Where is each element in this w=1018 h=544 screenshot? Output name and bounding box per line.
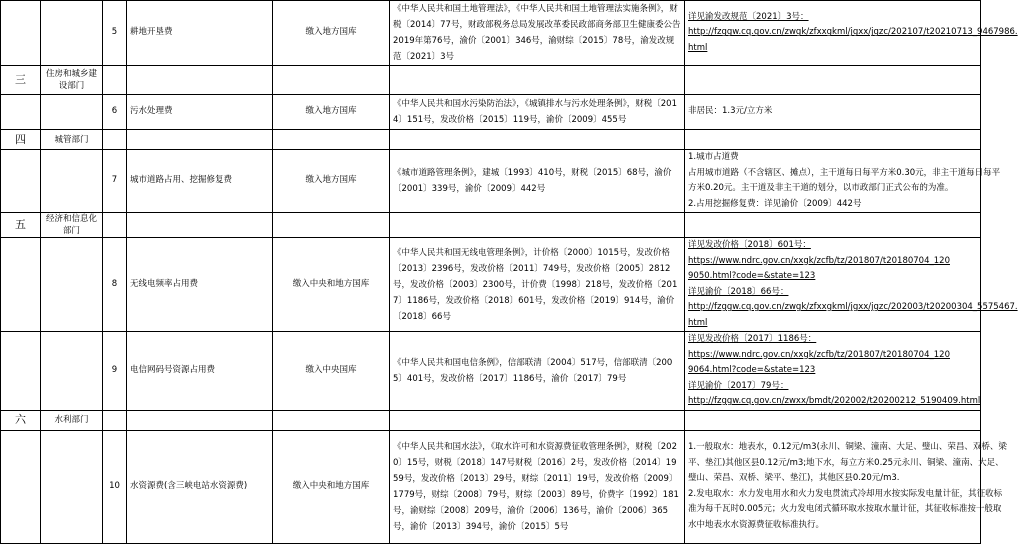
- standard-link[interactable]: 详见渝发改规范〔2021〕3号：: [688, 11, 809, 22]
- section-number: [1, 150, 41, 213]
- fee-name: 污水处理费: [127, 95, 273, 130]
- empty-cell: [685, 66, 981, 95]
- standard-link[interactable]: html: [688, 42, 708, 53]
- table-row: [1, 95, 981, 130]
- item-number: 5: [103, 1, 127, 66]
- standard-link[interactable]: https://www.ndrc.gov.cn/xxgk/zcfb/tz/201807/t20180704_120: [688, 349, 950, 360]
- empty-cell: [685, 130, 981, 150]
- empty-cell: [685, 213, 981, 238]
- empty-cell: [273, 213, 390, 238]
- fee-standard: [685, 95, 981, 130]
- standard-link[interactable]: 详见渝价〔2018〕66号：: [688, 286, 789, 297]
- standard-link[interactable]: 详见渝价〔2017〕79号：: [688, 380, 789, 391]
- empty-cell: [273, 66, 390, 95]
- empty-cell: [127, 66, 273, 95]
- fee-standard: [685, 238, 1018, 332]
- section-name: [41, 150, 103, 213]
- fee-standard: [685, 332, 981, 411]
- fund-destination: 缴入中央和地方国库: [273, 238, 390, 332]
- fee-name: 电信网码号资源占用费: [127, 332, 273, 411]
- policy-basis: 《中华人民共和国无线电管理条例》，计价格〔2000〕1015号，发改价格〔2013〕2396号，发改价格〔2011〕749号，发改价格〔2005〕2812号，发改价格〔2003〕2300号，计价费〔1998〕218号，发改价格〔2017〕1186号，发改价格〔2018〕601号，发改价格〔2019〕914号，渝价〔2018〕66号: [390, 238, 685, 332]
- item-number: 7: [103, 150, 127, 213]
- section-name: [41, 95, 103, 130]
- standard-text: 水中地表水水资源费征收标准执行。: [688, 519, 825, 530]
- empty-cell: [103, 213, 127, 238]
- standard-text: 方米0.20元。主干道及非主干道的划分，以市政部门正式公布的为准。: [688, 183, 954, 193]
- table-row: [1, 150, 981, 213]
- standard-text: 平、垫江)其他区县0.12元/m3;地下水，每立方米0.25元永川、铜梁、潼南、大足、: [688, 457, 1004, 468]
- empty-cell: [103, 130, 127, 150]
- standard-link[interactable]: http://fzggw.cq.gov.cn/zwgk/zfxxgkml/jgxx/jgzc/202107/t20210713_9467986.: [688, 27, 1018, 38]
- section-name: [41, 1, 103, 66]
- section-number: [1, 430, 41, 543]
- item-number: 10: [103, 430, 127, 543]
- empty-cell: [390, 213, 685, 238]
- empty-cell: [685, 410, 981, 430]
- policy-basis: 《中华人民共和国水法》，《取水许可和水资源费征收管理条例》，财税〔2020〕15号，财税〔2018〕147号财税〔2016〕2号，发改价格〔2014〕1959号，发改价格〔2013〕29号，财综〔2011〕19号，发改价格〔2009〕1779号，财综〔2008〕79号，财综〔2003〕89号，价费字〔1992〕181号，渝财综〔2008〕209号，渝价〔2006〕136号，渝价〔2006〕365号，渝价〔2013〕394号，渝价〔2015〕5号: [390, 430, 685, 543]
- section-name: 水利部门: [41, 410, 103, 430]
- section-row: [1, 213, 981, 238]
- standard-text: 准为每千瓦时0.005元；火力发电闭式循环取水按取水量计征，其征收标准按一般取: [688, 504, 1002, 514]
- item-number: 9: [103, 332, 127, 411]
- table-row: [1, 238, 981, 332]
- empty-cell: [127, 213, 273, 238]
- section-number: [1, 95, 41, 130]
- policy-basis: 《中华人民共和国水污染防治法》，《城镇排水与污水处理条例》，财税〔2014〕151号，发改价格〔2015〕119号，渝价〔2009〕455号: [390, 95, 685, 130]
- standard-link[interactable]: http://fzggw.cq.gov.cn/zwxx/bmdt/202002/t20200212_5190409.html: [688, 396, 981, 406]
- empty-cell: [390, 410, 685, 430]
- standard-text: 占用城市道路（不含辖区、摊点），主干道每日每平方米0.30元，非主干道每日每平: [688, 167, 1001, 178]
- standard-text: 1.城市占道费: [688, 152, 739, 162]
- standard-text: 2.发电取水：水力发电用水和火力发电贯流式冷却用水按实际发电量计征，其征收标: [688, 488, 1003, 499]
- section-row: [1, 130, 981, 150]
- section-name: [41, 430, 103, 543]
- fee-standard: [685, 430, 1007, 543]
- fund-destination: 缴入中央国库: [273, 332, 390, 411]
- section-number: [1, 332, 41, 411]
- standard-link[interactable]: 详见发改价格〔2017〕1186号：: [688, 334, 817, 344]
- section-number: [1, 238, 41, 332]
- section-name: 城管部门: [41, 130, 103, 150]
- empty-cell: [273, 130, 390, 150]
- section-number: 三: [1, 66, 41, 95]
- standard-link[interactable]: http://fzggw.cq.gov.cn/zwgk/zfxxgkml/jgxx/jgzc/202003/t20200304_5575467.: [688, 302, 1018, 312]
- section-name: [41, 238, 103, 332]
- fund-destination: 缴入地方国库: [273, 150, 390, 213]
- policy-basis: 《中华人民共和国电信条例》，信部联清〔2004〕517号，信部联清〔2005〕401号，发改价格〔2017〕1186号，渝价〔2017〕79号: [390, 332, 685, 411]
- section-row: [1, 66, 981, 95]
- fee-name: 水资源费(含三峡电站水资源费): [127, 430, 273, 543]
- empty-cell: [103, 410, 127, 430]
- section-name: 经济和信息化部门: [41, 213, 103, 238]
- section-number: 五: [1, 213, 41, 238]
- table-row: [1, 332, 981, 411]
- standard-text: 非居民：1.3元/立方米: [688, 106, 773, 117]
- section-number: 六: [1, 410, 41, 430]
- standard-link[interactable]: 详见发改价格〔2018〕601号：: [688, 240, 811, 250]
- table-row: [1, 1, 981, 66]
- fee-name: 耕地开垦费: [127, 1, 273, 66]
- section-number: [1, 1, 41, 66]
- fund-destination: 缴入中央和地方国库: [273, 430, 390, 543]
- empty-cell: [127, 130, 273, 150]
- standard-link[interactable]: https://www.ndrc.gov.cn/xxgk/zcfb/tz/201807/t20180704_120: [688, 255, 950, 266]
- fee-name: 城市道路占用、挖掘修复费: [127, 150, 273, 213]
- fund-destination: 缴入地方国库: [273, 95, 390, 130]
- section-name: [41, 332, 103, 411]
- item-number: 6: [103, 95, 127, 130]
- fund-destination: 缴入地方国库: [273, 1, 390, 66]
- section-number: 四: [1, 130, 41, 150]
- table-row: [1, 430, 981, 543]
- fee-standard: [685, 1, 1018, 66]
- empty-cell: [273, 410, 390, 430]
- section-row: [1, 410, 981, 430]
- item-number: 8: [103, 238, 127, 332]
- standard-text: 璧山、荣昌、双桥、梁平、垫江)，其他区县0.20元/m3.: [688, 473, 900, 483]
- fee-name: 无线电频率占用费: [127, 238, 273, 332]
- standard-text: 1.一般取水：地表水，0.12元/m3(永川、铜梁、潼南、大足、璧山、荣昌、双桥、梁: [688, 442, 1007, 452]
- empty-cell: [390, 130, 685, 150]
- empty-cell: [127, 410, 273, 430]
- policy-basis: 《中华人民共和国土地管理法》，《中华人民共和国土地管理法实施条例》，财税〔2014〕77号，财政部税务总局发展改革委民政部商务部卫生健康委公告2019年第76号，渝价〔2001〕346号，渝财综〔2015〕78号，渝发改规范〔2021〕3号: [390, 1, 685, 66]
- policy-basis: 《城市道路管理条例》，建城〔1993〕410号，财税〔2015〕68号，渝价〔2001〕339号，渝价〔2009〕442号: [390, 150, 685, 213]
- fee-standard: [685, 150, 1001, 213]
- standard-link[interactable]: html: [688, 317, 708, 328]
- standard-link[interactable]: 9050.html?code=&state=123: [688, 271, 816, 281]
- section-name: 住房和城乡建设部门: [41, 66, 103, 95]
- standard-text: 2.占用挖掘修复费：详见渝价〔2009〕442号: [688, 198, 862, 209]
- standard-link[interactable]: 9064.html?code=&state=123: [688, 365, 816, 375]
- empty-cell: [390, 66, 685, 95]
- empty-cell: [103, 66, 127, 95]
